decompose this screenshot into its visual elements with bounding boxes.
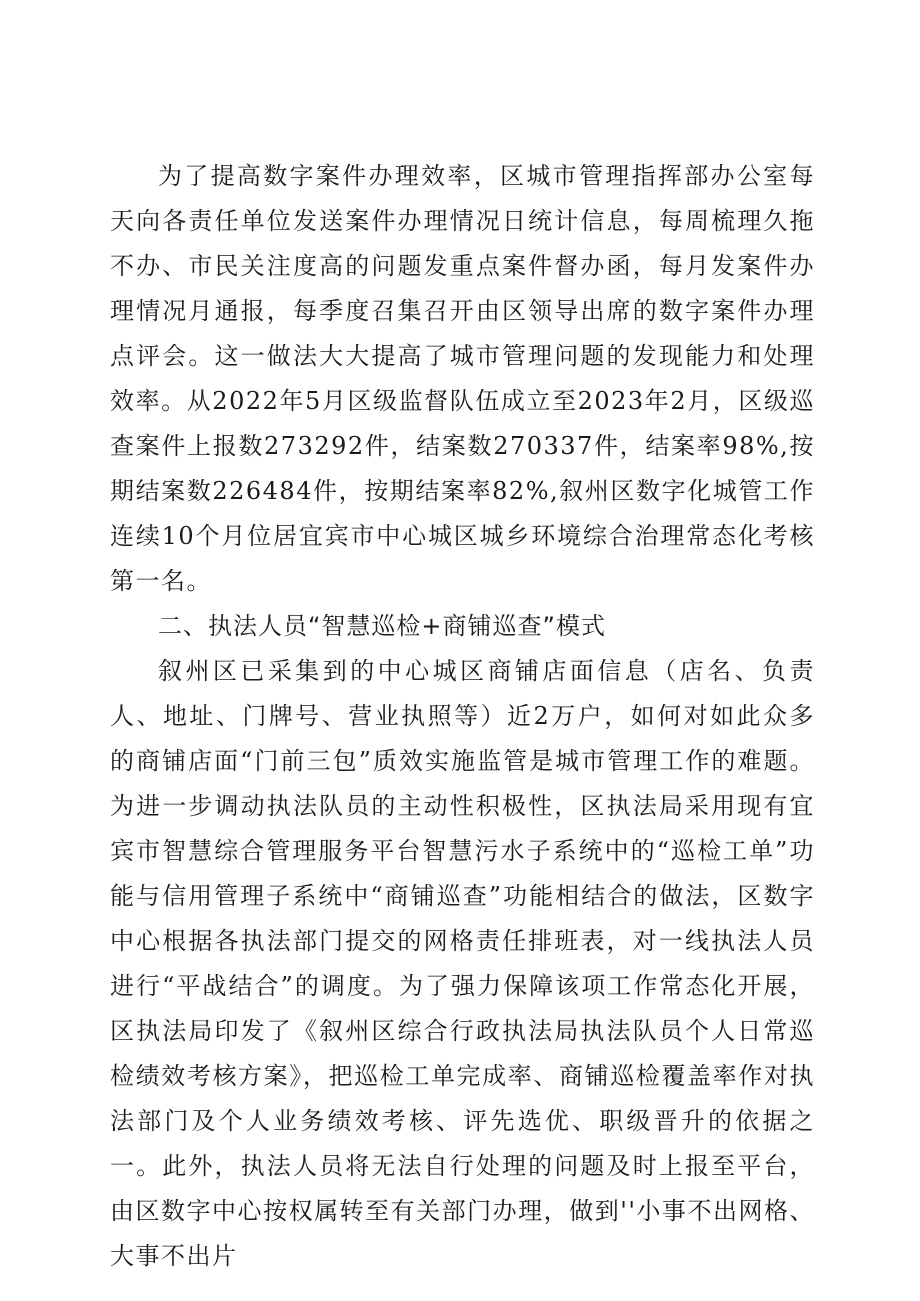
section-heading-smart-inspection: 二、执法人员“智慧巡检+商铺巡查”模式 (158, 612, 606, 640)
paragraph-shop-inspection: 叙州区已采集到的中心城区商铺店面信息（店名、负责人、地址、门牌号、营业执照等）近2万户，如何对如此众多的商铺店面“门前三包”质效实施监管是城市管理工作的难题。为进一步调动执法队员的主动性积极性，区执法局采用现有宜宾市智慧综合管理服务平台智慧污水子系统中的“巡检工单”功能与信用管理子系统中“商铺巡查”功能相结合的做法，区数字中心根据各执法部门提交的网格责任排班表，对一线执法人员进行“平战结合”的调度。为了强力保障该项工作常态化开展，区执法局印发了《叙州区综合行政执法局执法队员个人日常巡检绩效考核方案》，把巡检工单完成率、商铺巡检覆盖率作对执法部门及个人业务绩效考核、评先选优、职级晋升的依据之一。此外，执法人员将无法自行处理的问题及时上报至平台，由区数字中心按权属转至有关部门办理，做到''小事不出网格、大事不出片 (110, 657, 815, 1270)
document-body (110, 154, 815, 1279)
paragraph-digital-case-efficiency: 为了提高数字案件办理效率，区城市管理指挥部办公室每天向各责任单位发送案件办理情况日统计信息，每周梳理久拖不办、市民关注度高的问题发重点案件督办函，每月发案件办理情况月通报，每季度召集召开由区领导出席的数字案件办理点评会。这一做法大大提高了城市管理问题的发现能力和处理效率。从2022年5月区级监督队伍成立至2023年2月，区级巡查案件上报数273292件，结案数270337件，结案率98%,按期结案数226484件，按期结案率82%,叙州区数字化城管工作连续10个月位居宜宾市中心城区城乡环境综合治理常态化考核第一名。 (110, 162, 815, 595)
